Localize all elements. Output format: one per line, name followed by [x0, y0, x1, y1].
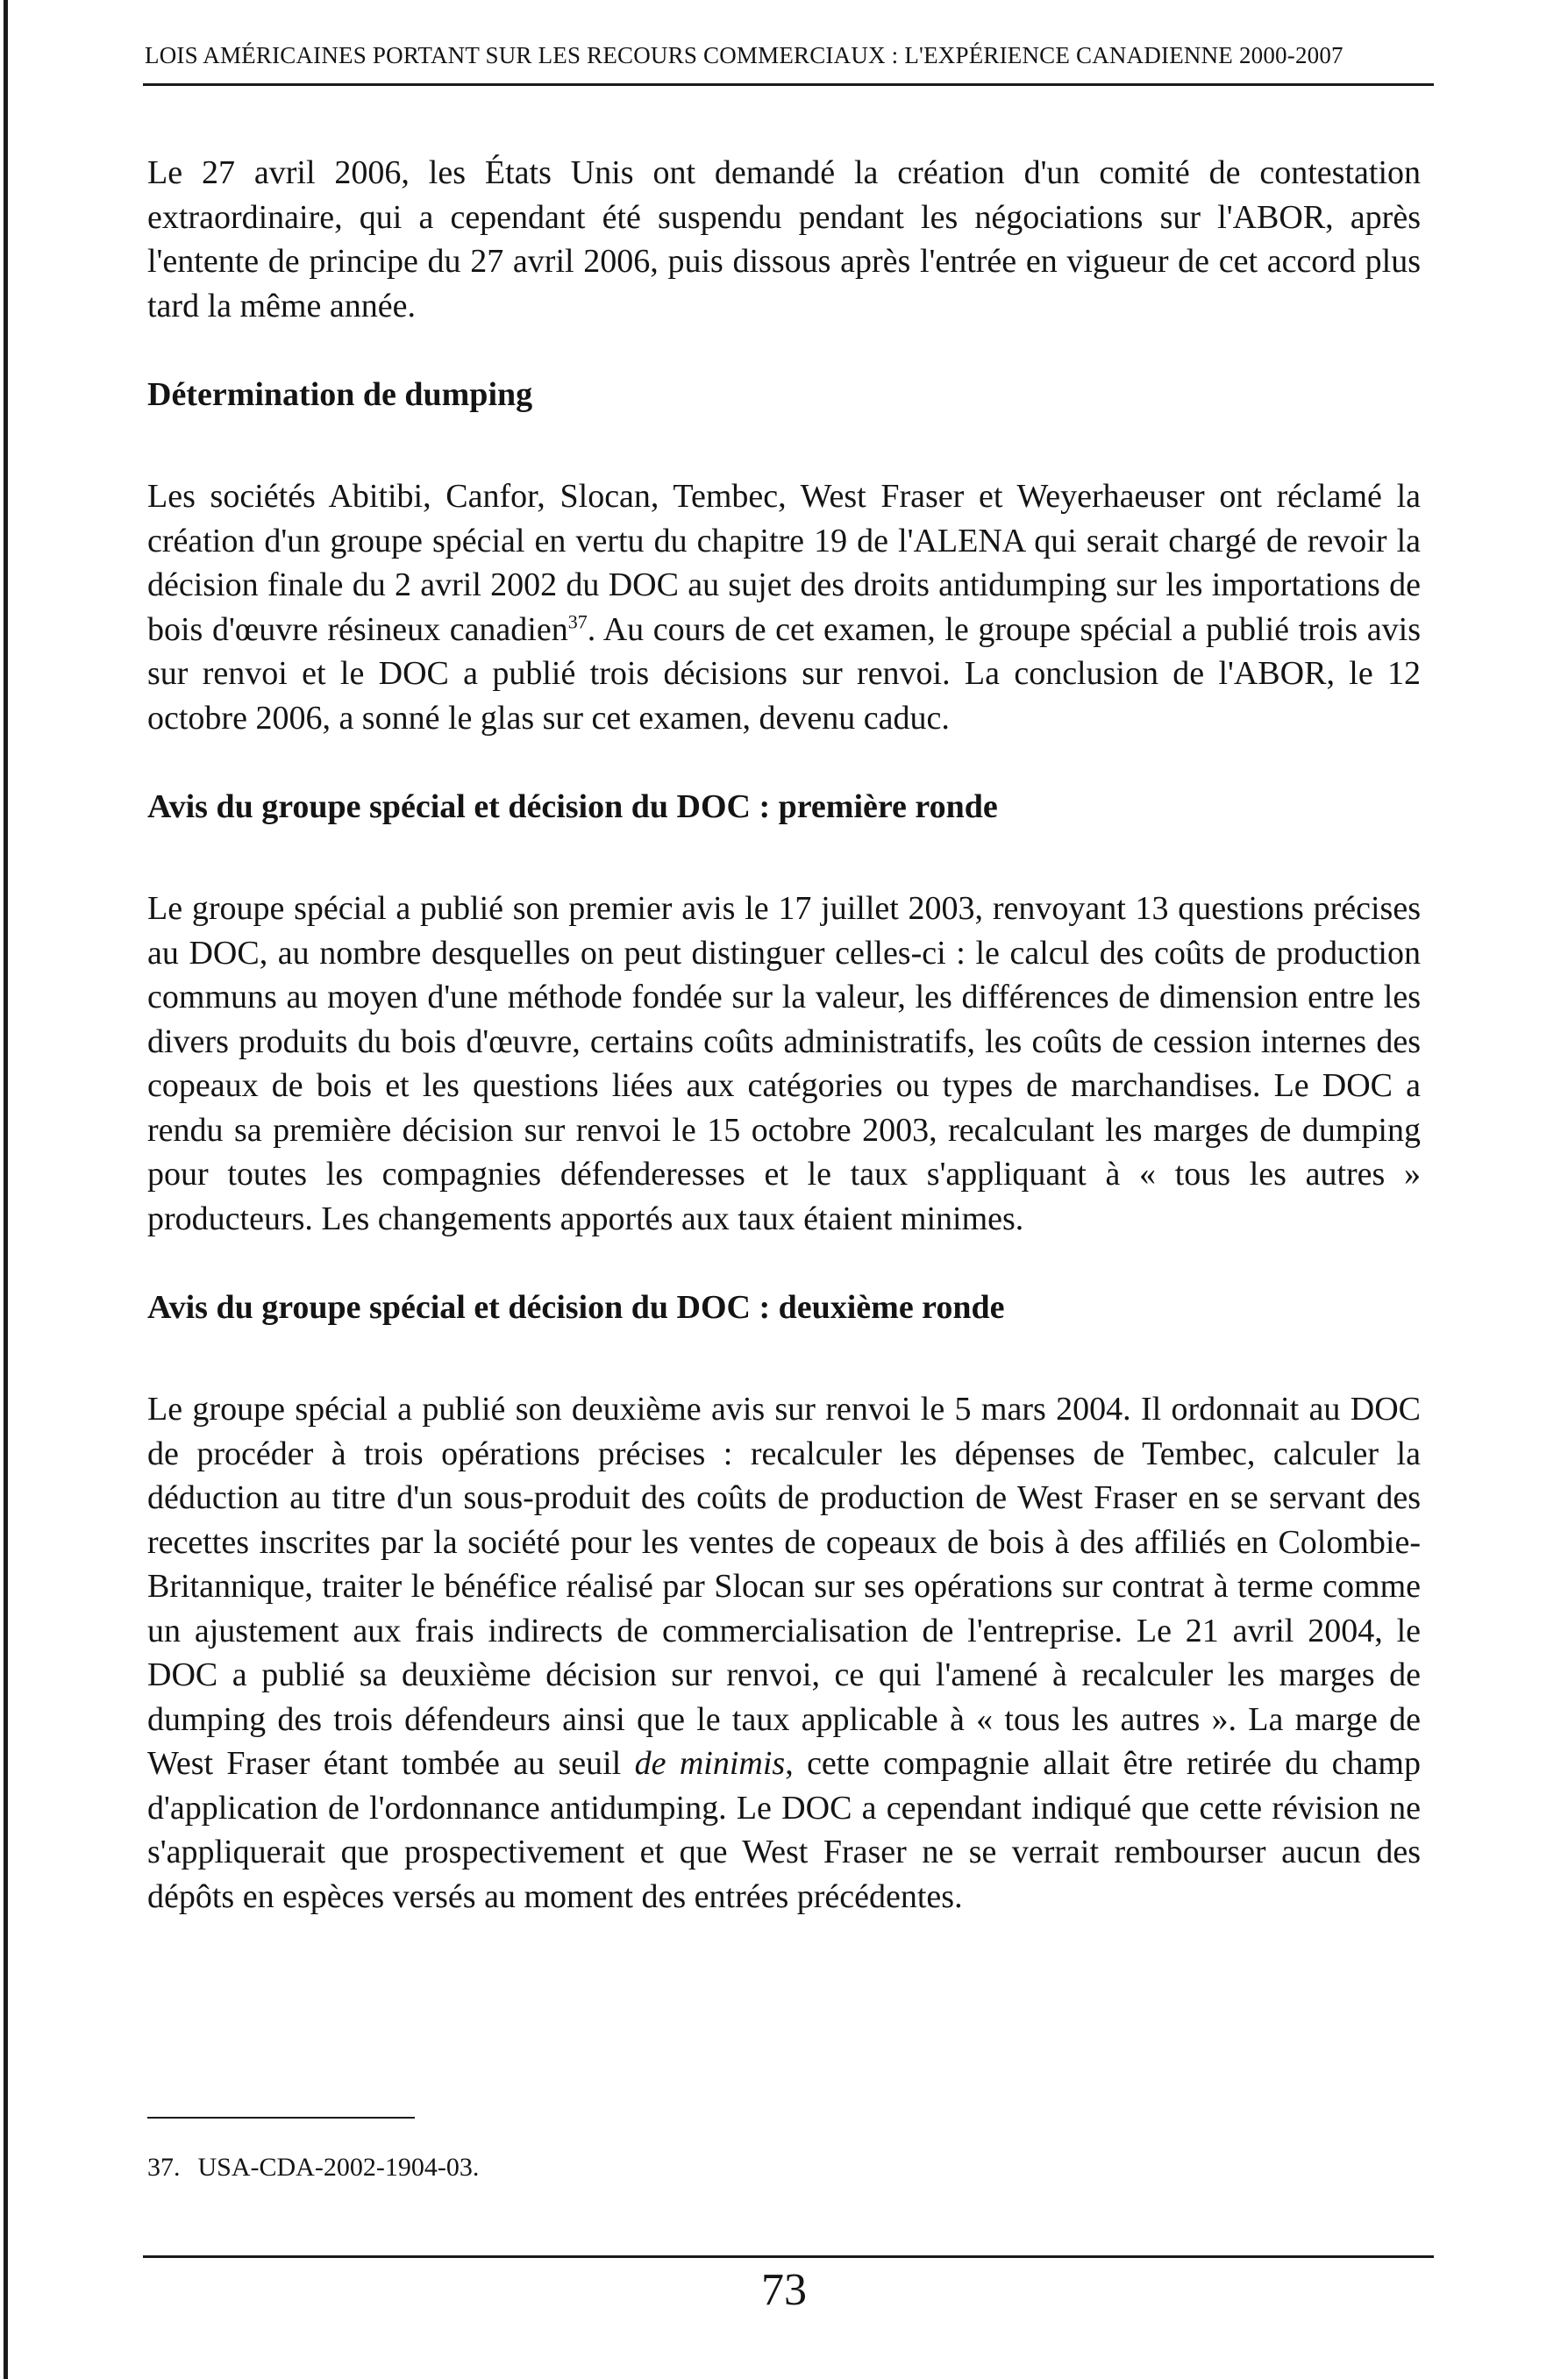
paragraph-second-round-text-a: Le groupe spécial a publié son deuxième avis sur renvoi le 5 mars 2004. Il ordonnait au DOC de procéder à trois opérations précises : recalculer les dépenses de Tembec, calculer la déduction au titre d'un sous-produit des coûts de production de West Fraser en se servant des recettes inscrites par la société pour les ventes de copeaux de bois à des affiliés en Colombie-Britannique, traiter le bénéfice réalisé par Slocan sur ses opérations sur contrat à terme comme un ajustement aux frais indirects de commercialisation de l'entreprise. Le 21 avril 2004, le DOC a publié sa deuxième décision sur renvoi, ce qui l'amené à recalculer les marges de dumping des trois défendeurs ainsi que le taux applicable à « tous les autres ». La marge de West Fraser étant tombée au seuil	[147, 1391, 1421, 1782]
footnote-number: 37.	[147, 2153, 181, 2182]
heading-first-round: Avis du groupe spécial et décision du DOC : première ronde	[147, 788, 998, 825]
paragraph-second-round-text-b: , cette compagnie allait être retirée du champ d'application de l'ordonnance antidumping. Le DOC a cependant indiqué que cette révision ne s'appliquerait que prospectivement et que West Fraser ne se verrait rembourser aucun des dépôts en espèces versés au moment des entrées précédentes.	[147, 1745, 1421, 1915]
heading-dumping-determination: Détermination de dumping	[147, 376, 533, 413]
header-divider	[143, 83, 1434, 86]
paragraph-dumping-text-b: . Au cours de cet examen, le groupe spécial a publié trois avis sur renvoi et le DOC a publié trois décisions sur renvoi. La conclusion de l'ABOR, le 12 octobre 2006, a sonné le glas sur cet examen, devenu caduc.	[147, 610, 1422, 737]
latin-term: de minimis	[634, 1745, 786, 1782]
footnote-reference: 37	[567, 609, 588, 632]
footer-divider	[143, 2255, 1434, 2258]
footnote-text: USA-CDA-2002-1904-03.	[197, 2153, 480, 2182]
footnote-37	[147, 2153, 479, 2183]
running-header: LOIS AMÉRICAINES PORTANT SUR LES RECOURS COMMERCIAUX : L'EXPÉRIENCE CANADIENNE 2000-2007	[145, 42, 1343, 68]
footnote-divider	[147, 2117, 415, 2119]
paragraph-second-round	[147, 1387, 1421, 1919]
paragraph-dumping	[147, 474, 1421, 740]
page-edge-border	[4, 0, 8, 2379]
page-number: 73	[761, 2265, 807, 2315]
paragraph-intro: Le 27 avril 2006, les États Unis ont demandé la création d'un comité de contestation extraordinaire, qui a cependant été suspendu pendant les négociations sur l'ABOR, après l'entente de principe du 27 avril 2006, puis dissous après l'entrée en vigueur de cet accord plus tard la même année.	[147, 154, 1421, 324]
heading-second-round: Avis du groupe spécial et décision du DOC : deuxième ronde	[147, 1289, 1005, 1326]
paragraph-first-round: Le groupe spécial a publié son premier avis le 17 juillet 2003, renvoyant 13 questions précises au DOC, au nombre desquelles on peut distinguer celles-ci : le calcul des coûts de production communs au moyen d'une méthode fondée sur la valeur, les différences de dimension entre les divers produits du bois d'œuvre, certains coûts administratifs, les coûts de cession internes des copeaux de bois et les questions liées aux catégories ou types de marchandises. Le DOC a rendu sa première décision sur renvoi le 15 octobre 2003, recalculant les marges de dumping pour toutes les compagnies défenderesses et le taux s'appliquant à « tous les autres » producteurs. Les changements apportés aux taux étaient minimes.	[147, 890, 1421, 1237]
main-content	[147, 151, 1421, 1919]
paragraph-dumping-text-a: Les sociétés Abitibi, Canfor, Slocan, Tembec, West Fraser et Weyerhaeuser ont réclamé la création d'un groupe spécial en vertu du chapitre 19 de l'ALENA qui serait chargé de revoir la décision finale du 2 avril 2002 du DOC au sujet des droits antidumping sur les importations de bois d'œuvre résineux canadien	[147, 478, 1421, 648]
